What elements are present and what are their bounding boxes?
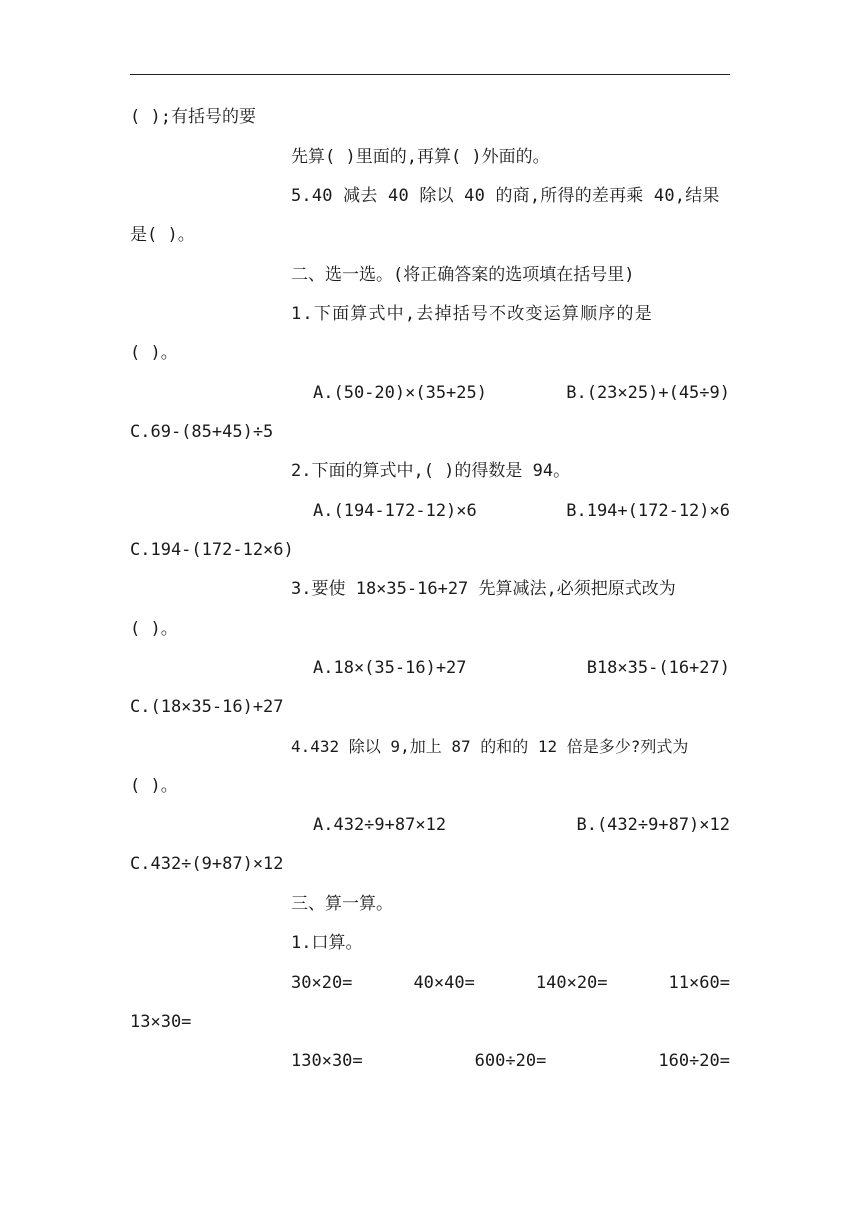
question-4: 4.432 除以 9,加上 87 的和的 12 倍是多少?列式为	[291, 737, 689, 756]
text-line: ( );有括号的要	[130, 107, 256, 127]
calc-item: 140×20=	[535, 973, 608, 993]
question-2: 2.下面的算式中,( )的得数是 94。	[291, 461, 571, 481]
answer-blank: ( )。	[130, 619, 178, 639]
option-c: C.432÷(9+87)×12	[130, 854, 284, 874]
option-b: B.(23×25)+(45÷9)	[566, 383, 730, 403]
header-rule	[130, 74, 730, 75]
question-1: 1.下面算式中,去掉括号不改变运算顺序的是	[291, 304, 653, 324]
text-line: 先算( )里面的,再算( )外面的。	[291, 147, 550, 167]
calc-item: 13×30=	[130, 1012, 192, 1032]
option-a: A.(50-20)×(35+25)	[313, 383, 487, 403]
question-5: 5.40 减去 40 除以 40 的商,所得的差再乘 40,结果	[291, 186, 720, 206]
option-c: C.(18×35-16)+27	[130, 697, 284, 717]
answer-blank: ( )。	[130, 343, 178, 363]
calc-item: 130×30=	[291, 1051, 363, 1071]
option-c: C.194-(172-12×6)	[130, 540, 294, 560]
calc-item: 30×20=	[291, 973, 353, 993]
section-heading-3: 三、算一算。	[291, 894, 393, 914]
calc-item: 600÷20=	[474, 1051, 547, 1071]
calc-item: 11×60=	[668, 973, 730, 993]
subsection-heading: 1.口算。	[291, 933, 363, 953]
option-a: A.432÷9+87×12	[313, 815, 447, 835]
calc-item: 160÷20=	[658, 1051, 730, 1071]
section-heading-2: 二、选一选。(将正确答案的选项填在括号里)	[291, 265, 635, 285]
option-c: C.69-(85+45)÷5	[130, 422, 274, 442]
option-a: A.(194-172-12)×6	[313, 501, 477, 521]
calc-item: 40×40=	[413, 973, 475, 993]
answer-blank: ( )。	[130, 776, 178, 796]
option-a: A.18×(35-16)+27	[313, 658, 467, 678]
text-line: 是( )。	[130, 225, 195, 245]
option-b: B.(432÷9+87)×12	[576, 815, 730, 835]
question-3: 3.要使 18×35-16+27 先算减法,必须把原式改为	[291, 579, 676, 599]
option-b: B18×35-(16+27)	[586, 658, 730, 678]
option-b: B.194+(172-12)×6	[566, 501, 730, 521]
